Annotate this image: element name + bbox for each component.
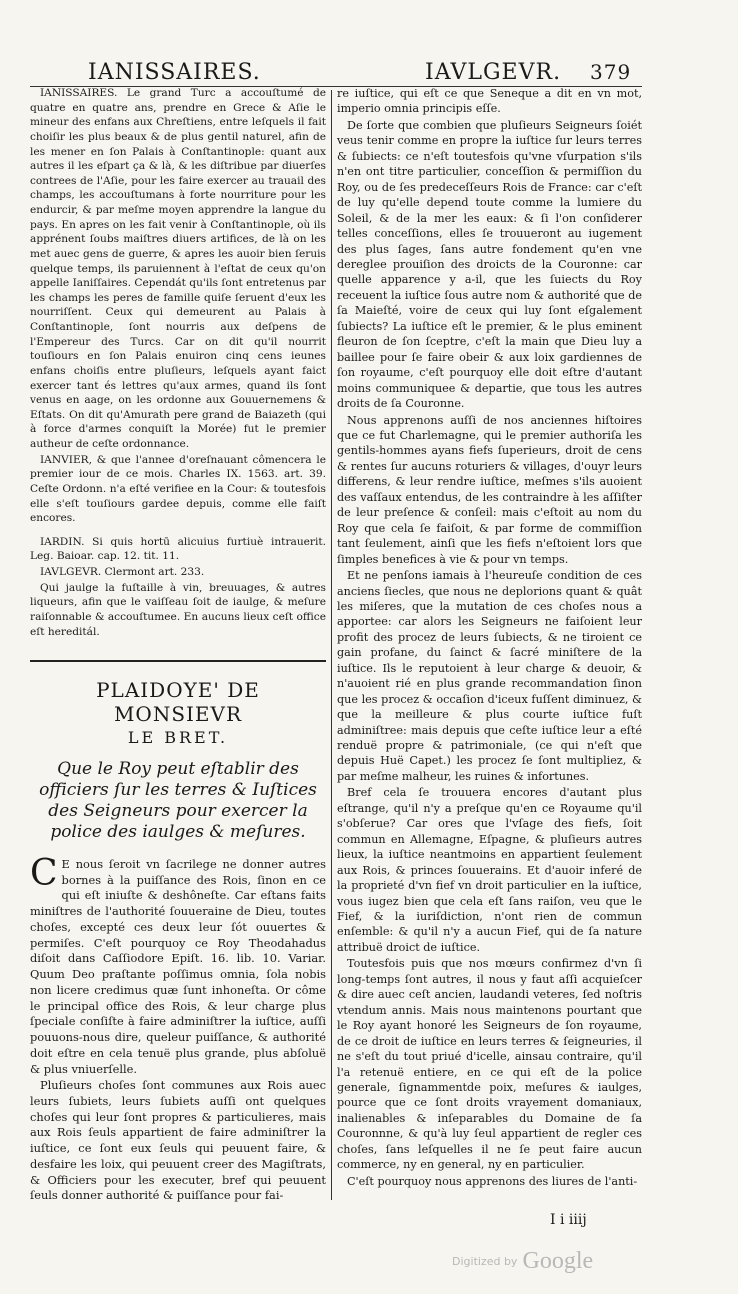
digitized-watermark bbox=[452, 1248, 593, 1275]
signature-mark: I i iiij bbox=[550, 1212, 587, 1228]
plaidoye-author: LE BRET. bbox=[127, 728, 229, 747]
section-separator bbox=[30, 660, 326, 662]
running-head-right: IAVLGEVR. bbox=[425, 60, 562, 85]
left-column bbox=[30, 86, 326, 640]
plaidoye-section bbox=[30, 672, 326, 1205]
right-para-2: De ſorte que combien que pluſieurs Seigneurs ſoiét veus tenir comme en propre la iuſtice ſur leurs terres & ſubiects: ce n'eſt toutesfois qu'vne vſurpation s'ils n'en ont titre particulier, conceſſion & permiſſion du Roy, ou de ſes predeceſſeurs Rois de France: car c'eſt de luy qu'elle depend toute comme la lumiere du Soleil, & de la mer les eaux: & ſi l'on conſiderer telles conceſſions, elles ſe trouueront au iugement des plus ſages, ſans autre fondement qu'en vne dereglee prouiſion des droicts de la Couronne: car quelle apparence y a-il, que les ſuiects du Roy receuent la iuſtice ſous autre nom & authorité que de ſa Maieſté, voire de ceux qui luy ſont eſgalement ſubiects? La iuſtice eſt le premier, & le plus eminent fleuron de ſon ſceptre, c'eſt la main que Dieu luy a baillee pour ſe faire obeir & aux loix gardiennes de ſon royaume, c'eſt pourquoy elle doit eſtre d'autant moins communiquee & departie, que tous les autres droits de ſa Couronne. bbox=[337, 118, 642, 411]
right-para-3: Nous apprenons auſſi de nos anciennes hiſtoires que ce fut Charlemagne, qui le premier authoriſa les gentils-hommes ayans fiefs ſuperieurs, droit de cens & rentes ſur aucuns roturiers & villages, d'ouyr leurs differens, & leur rendre iuſtice, meſmes s'ils auoient des vaſſaux entendus, de les contraindre à les aſſiſter de leur preſence & conſeil: mais c'eſtoit au nom du Roy que cela ſe faiſoit, & par forme de commiſſion tant ſeulement, ainſi que les fiefs n'eſtoient lors que ſimples benefices à vie & pour vn temps. bbox=[337, 413, 642, 566]
google-logo: Google bbox=[522, 1248, 594, 1274]
plaidoye-title: PLAIDOYE' DE MONSIEVR bbox=[96, 678, 260, 726]
right-para-5: Bref cela ſe trouuera encores d'autant plus eſtrange, qu'il n'y a preſque qu'en ce Royaume qu'il s'obſerue? Car ores que l'vſage des fiefs, ſoit commun en Allemagne, Eſpagne, & pluſieurs autres lieux, la iuſtice neantmoins en appartient ſeulement aux Rois, & princes ſouuerains. Et d'auoir inferé de la proprieté d'vn fief vn droit particulier en la iuſtice, vous iugez bien que cela eſt ſans raiſon, veu que le Fief, & la iuriſdiction, n'ont rien de commun enſemble: & qu'il n'y a aucun Fief, qui de ſa nature attribuë droict de iuſtice. bbox=[337, 786, 642, 954]
plaidoye-para-2: Pluſieurs choſes ſont communes aux Rois auec leurs ſubiets, leurs ſubiets auſſi ont quelques choſes qui leur ſont propres & particulieres, mais aux Rois ſeuls appartient de faire adminiſtrer la iuſtice, ce ſont eux ſeuls qui peuuent faire, & desfaire les loix, qui peuuent creer des Magiſtrats, & Officiers pour les executer, bref qui peuuent ſeuls donner authorité & puiſſance pour fai- bbox=[30, 1078, 326, 1203]
plaidoye-para-1-text: E nous ſeroit vn ſacrilege ne donner autres bornes à la puiſſance des Rois, ſinon en ce qui eſt iniuſte & deshôneſte. Car eſtans faits miniſtres de l'authorité ſouueraine de Dieu, toutes choſes, excepté ces deux leur ſót ouuertes & permiſes. C'eſt pourquoy ce Roy Theodahadus diſoit dans Caſſiodore Epiſt. 16. lib. 10. Variar. Quum Deo praſtante poſſimus omnia, ſola nobis non licere credimus quæ ſunt inhoneſta. Or côme le principal office des Rois, & leur charge plus ſpeciale conſiſte à faire adminiſtrer la iuſtice, auſſi pouuons-nous dire, queleur puiſſance, & authorité doit eſtre en cela tenuë plus grande, plus abſoluë & plus vniuerſelle. bbox=[30, 857, 326, 1076]
right-para-4: Et ne penſons iamais à l'heureuſe condition de ces anciens ſiecles, que nous ne deplorions quant & quât les miſeres, que la mutation de ces choſes nous a apportee: car alors les Seigneurs ne faiſoient leur profit des procez de leurs ſubiects, & ne tiroient ce gain profane, du ſainct & ſacré miniſtere de la iuſtice. Ils le reputoient à leur charge & deuoir, & n'auoient rié en plus grande recommandation ſinon que les procez & occaſion d'iceux fuſſent diminuez, & que la meilleure & plus courte iuſtice fuſt adminiſtree: mais depuis que ceſte iuſtice leur a eſté renduë propre & patrimoniale, (ce qui n'eſt que depuis Huë Capet.) les procez ſe ſont multipliez, & par meſme malheur, les ruines & infortunes. bbox=[337, 569, 642, 783]
entry-ianvier: IANVIER, & que l'annee d'oreſnauant cômencera le premier iour de ce mois. Charles IX. 1563. art. 39. Ceſte Ordonn. n'a eſté verifiee en la Cour: & toutesfois elle s'eſt touſiours gardee depuis, comme elle faiſt encores. bbox=[30, 453, 326, 525]
entry-iavlgevr-def: Qui jaulge la fuſtaille à vin, breuuages, & autres liqueurs, afin que le vaiſſeau ſoit de iaulge, & meſure raiſonnable & accouſtumee. En aucuns lieux ceſt office eſt hereditál. bbox=[30, 581, 326, 638]
page-number: 379 bbox=[590, 60, 632, 84]
column-divider bbox=[331, 90, 332, 1200]
right-para-1: re iuſtice, qui eſt ce que Seneque a dit en vn mot, imperio omnia principis eſſe. bbox=[337, 87, 642, 116]
entry-iardin: IARDIN. Si quis hortū alicuius furtiuè intrauerit. Leg. Baioar. cap. 12. tit. 11. bbox=[30, 535, 326, 563]
watermark-prefix: Digitized by bbox=[452, 1255, 518, 1268]
entry-ianissaires: IANISSAIRES. Le grand Turc a accouſtumé de quatre en quatre ans, prendre en Grece & Aſie le mineur des enfans aux Chreſtiens, entre leſquels il fait choiſir les plus beaux & de plus gentil naturel, afin de les mener en ſon Palais à Conſtantinople: quant aux autres il les eſpart ça & là, & les diſtribue par diuerſes contrees de l'Aſie, pour les faire exercer au trauail des champs, les accouſtumans à forte nourriture pour les endurcir, & par meſme moyen apprendre la langue du pays. En apres on les fait venir à Conſtantinople, où ils apprénent ſoubs maiſtres diuers artifices, de là on les met auec gens de guerre, & apres les auoir bien ſeruis quelque temps, ils paruiennent à l'eſtat de ceux qu'on appelle Ianiſſaires. Cependát qu'ils ſont entretenus par les champs les peres de famille quiſe ſeruent d'eux les nourriſſent. Ceux qui demeurent au Palais à Conſtantinople, ſont nourris aux deſpens de l'Empereur des Turcs. Car on dit qu'il nourrit touſiours en ſon Palais enuiron cinq cens ieunes enfans choiſis entre pluſieurs, leſquels ayant faict exercer tant és lettres qu'aux armes, quand ils ſont venus en aage, on les ordonne aux Gouuernemens & Eſtats. On dit qu'Amurath pere grand de Baiazeth (qui à force d'armes conquiſt la Morée) fut le premier autheur de ceſte ordonnance. bbox=[30, 87, 326, 450]
right-para-7: C'eſt pourquoy nous apprenons des liures de l'anti- bbox=[347, 1174, 638, 1188]
right-para-6: Toutesfois puis que nos mœurs confirmez d'vn ſi long-temps ſont autres, il nous y faut aſſi acquieſcer & dire auec ceſt ancien, laudandi veteres, ſed noſtris vtendum annis. Mais nous maintenons pourtant que le Roy ayant honoré les Seigneurs de ſon royaume, de ce droit de iuſtice en leurs terres & ſeigneuries, il ne s'eſt du tout priué d'icelle, ainsau contraire, qu'il l'a retenuë entiere, en ce qui eſt de la police generale, ſignammentde poix, meſures & iaulges, pource que ce ſont droits vrayement domaniaux, inalienables & inſeparables du Domaine de ſa Couronnne, & qu'à luy ſeul appartient de regler ces choſes, ſans leſquelles il ne ſe peut faire aucun commerce, ny en general, ny en particulier. bbox=[337, 957, 642, 1172]
entry-iavlgevr: IAVLGEVR. Clermont art. 233. bbox=[40, 566, 205, 578]
plaidoye-lead: Que le Roy peut eſtablir des officiers ſur les terres & Iuſtices des Seigneurs pour exercer la police des iaulges & meſures. bbox=[39, 759, 317, 842]
plaidoye-para-1 bbox=[30, 853, 326, 1077]
right-column bbox=[337, 86, 642, 1190]
running-head-left: IANISSAIRES. bbox=[88, 60, 261, 85]
drop-cap: C bbox=[30, 853, 58, 894]
